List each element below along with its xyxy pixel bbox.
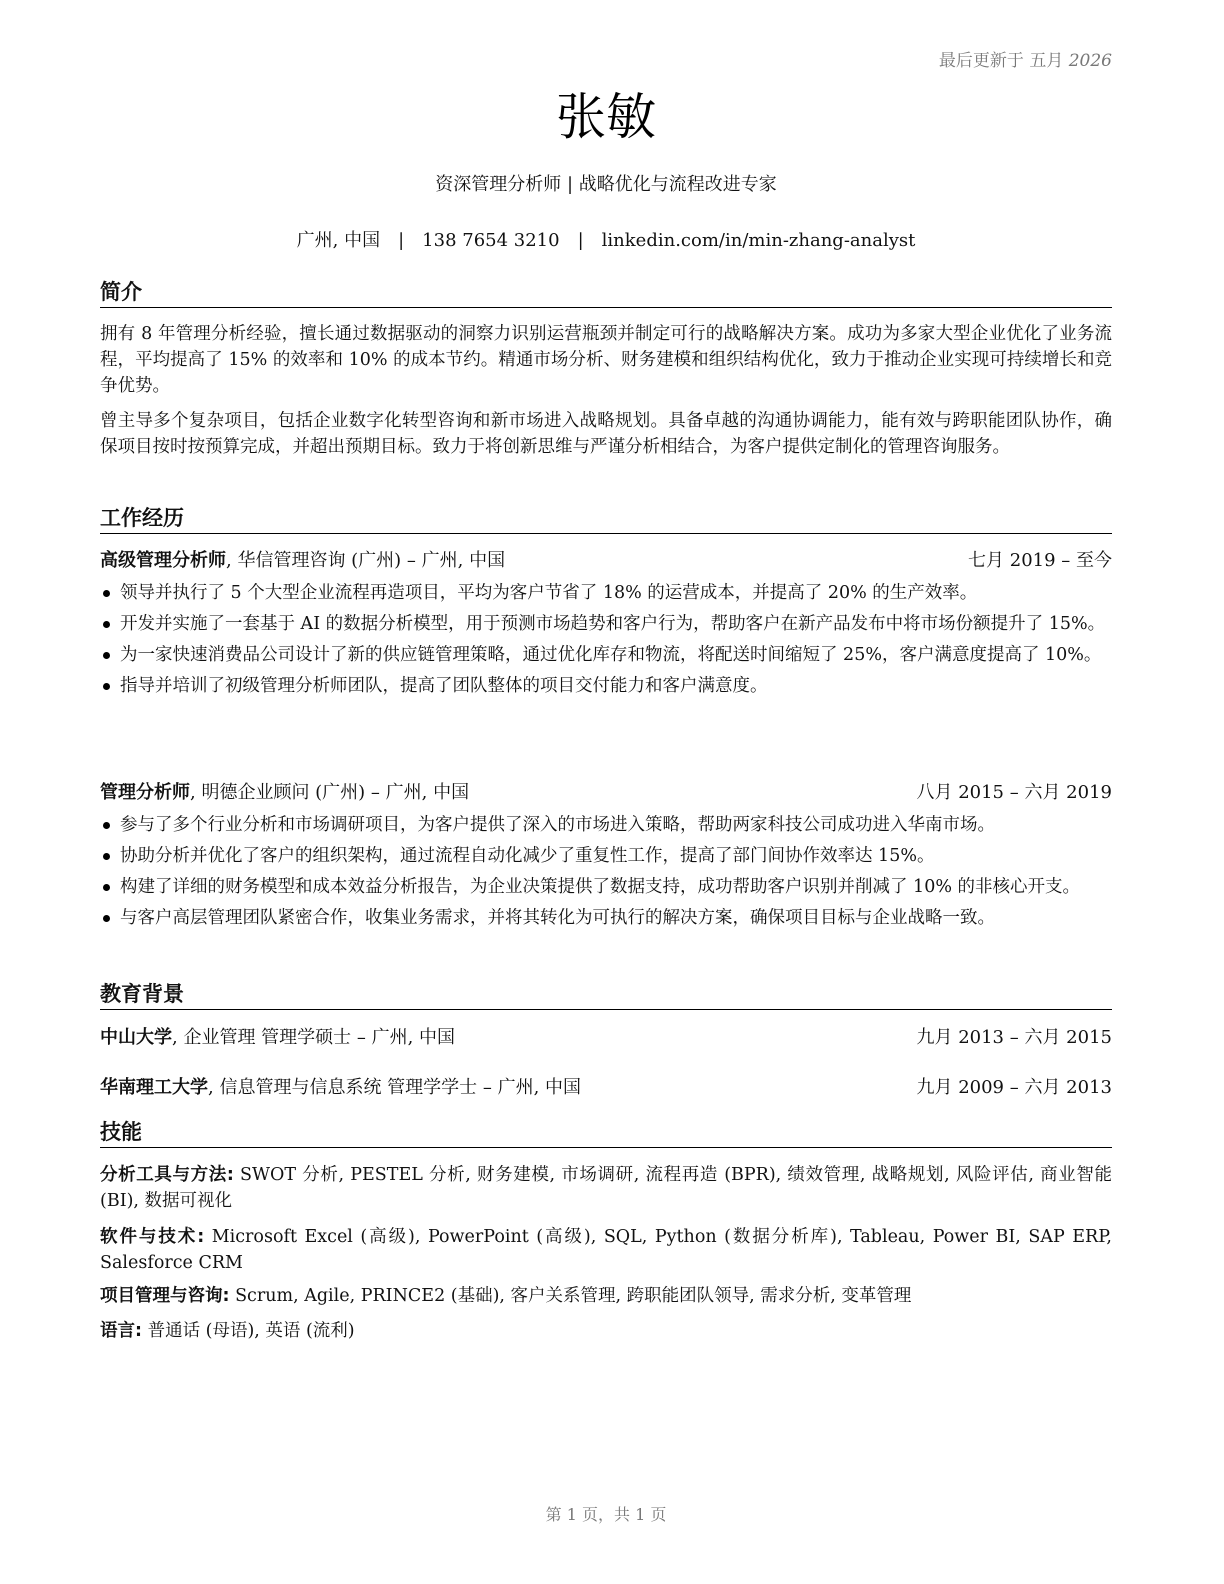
last-updated-year: 2026 bbox=[1068, 51, 1112, 71]
list-item: 构建了详细的财务模型和成本效益分析报告，为企业决策提供了数据支持，成功帮助客户识别并削减了 10% 的非核心开支。 bbox=[100, 874, 1112, 900]
skill-value: 普通话 (母语), 英语 (流利) bbox=[142, 1321, 355, 1341]
skill-value: SWOT 分析, PESTEL 分析, 财务建模, 市场调研, 流程再造 (BPR), 绩效管理, 战略规划, 风险评估, 商业智能 (BI), 数据可视化 bbox=[100, 1165, 1113, 1211]
linkedin-link[interactable]: linkedin.com/in/min-zhang-analyst bbox=[601, 230, 916, 251]
degree-detail: , 信息管理与信息系统 管理学学士 – 广州, 中国 bbox=[208, 1077, 582, 1098]
contact-line bbox=[100, 226, 1112, 252]
job-header bbox=[100, 548, 1112, 574]
section-title-skills: 技能 bbox=[100, 1118, 1112, 1148]
list-item: 指导并培训了初级管理分析师团队，提高了团队整体的项目交付能力和客户满意度。 bbox=[100, 673, 1112, 699]
list-item: 参与了多个行业分析和市场调研项目，为客户提供了深入的市场进入策略，帮助两家科技公司成功进入华南市场。 bbox=[100, 812, 1112, 838]
school-name: 中山大学 bbox=[100, 1027, 172, 1048]
skill-row bbox=[100, 1318, 1112, 1344]
job-org: , 华信管理咨询 (广州) – 广州, 中国 bbox=[226, 550, 506, 571]
headline: 资深管理分析师 | 战略优化与流程改进专家 bbox=[435, 174, 777, 195]
contact-separator: | bbox=[398, 230, 405, 251]
section-title-education: 教育背景 bbox=[100, 980, 1112, 1010]
location: 广州, 中国 bbox=[296, 230, 381, 251]
page-number: 第 1 页，共 1 页 bbox=[545, 1505, 667, 1524]
section-title-summary: 简介 bbox=[100, 278, 1112, 308]
job-dates: 八月 2015 – 六月 2019 bbox=[916, 782, 1112, 803]
education-entry bbox=[100, 1075, 1112, 1101]
list-item: 协助分析并优化了客户的组织架构，通过流程自动化减少了重复性工作，提高了部门间协作效率达 15%。 bbox=[100, 843, 1112, 869]
section-title-experience: 工作经历 bbox=[100, 504, 1112, 534]
person-name: 张敏 bbox=[556, 88, 656, 146]
list-item: 开发并实施了一套基于 AI 的数据分析模型，用于预测市场趋势和客户行为，帮助客户在新产品发布中将市场份额提升了 15%。 bbox=[100, 611, 1112, 637]
skill-value: Microsoft Excel (高级), PowerPoint (高级), SQL, Python (数据分析库), Tableau, Power BI, SAP ERP, Salesforce CRM bbox=[100, 1227, 1112, 1273]
job-role: 高级管理分析师 bbox=[100, 550, 226, 571]
degree-detail: , 企业管理 管理学硕士 – 广州, 中国 bbox=[172, 1027, 456, 1048]
skill-value: Scrum, Agile, PRINCE2 (基础), 客户关系管理, 跨职能团队领导, 需求分析, 变革管理 bbox=[229, 1286, 912, 1306]
skill-category: 项目管理与咨询: bbox=[100, 1286, 230, 1306]
skill-category: 语言: bbox=[100, 1321, 142, 1341]
job-org: , 明德企业顾问 (广州) – 广州, 中国 bbox=[190, 782, 470, 803]
skill-row bbox=[100, 1162, 1112, 1214]
education-dates: 九月 2013 – 六月 2015 bbox=[916, 1027, 1112, 1048]
last-updated bbox=[939, 46, 1112, 71]
last-updated-prefix: 最后更新于 五月 bbox=[938, 51, 1064, 71]
summary-paragraph: 拥有 8 年管理分析经验，擅长通过数据驱动的洞察力识别运营瓶颈并制定可行的战略解决方案。成功为多家大型企业优化了业务流程，平均提高了 15% 的效率和 10% 的成本节约。精通市场分析、财务建模和组织结构优化，致力于推动企业实现可持续增长和竞争优势。 bbox=[100, 324, 1112, 396]
job-dates: 七月 2019 – 至今 bbox=[968, 550, 1112, 571]
school-name: 华南理工大学 bbox=[100, 1077, 208, 1098]
job-bullets bbox=[100, 580, 1112, 704]
list-item: 领导并执行了 5 个大型企业流程再造项目，平均为客户节省了 18% 的运营成本，并提高了 20% 的生产效率。 bbox=[100, 580, 1112, 606]
skill-category: 软件与技术: bbox=[100, 1227, 205, 1247]
job-role: 管理分析师 bbox=[100, 782, 190, 803]
resume-page bbox=[100, 0, 1112, 1584]
skill-row bbox=[100, 1283, 1112, 1309]
job-bullets bbox=[100, 812, 1112, 936]
contact-separator: | bbox=[577, 230, 584, 251]
list-item: 为一家快速消费品公司设计了新的供应链管理策略，通过优化库存和物流，将配送时间缩短了 25%，客户满意度提高了 10%。 bbox=[100, 642, 1112, 668]
education-dates: 九月 2009 – 六月 2013 bbox=[916, 1077, 1112, 1098]
job-header bbox=[100, 780, 1112, 806]
education-entry bbox=[100, 1025, 1112, 1051]
summary-paragraph: 曾主导多个复杂项目，包括企业数字化转型咨询和新市场进入战略规划。具备卓越的沟通协调能力，能有效与跨职能团队协作，确保项目按时按预算完成，并超出预期目标。致力于将创新思维与严谨分析相结合，为客户提供定制化的管理咨询服务。 bbox=[100, 411, 1112, 457]
skill-category: 分析工具与方法: bbox=[100, 1165, 234, 1185]
phone: 138 7654 3210 bbox=[422, 230, 560, 251]
skill-row bbox=[100, 1224, 1112, 1276]
list-item: 与客户高层管理团队紧密合作，收集业务需求，并将其转化为可执行的解决方案，确保项目目标与企业战略一致。 bbox=[100, 905, 1112, 931]
